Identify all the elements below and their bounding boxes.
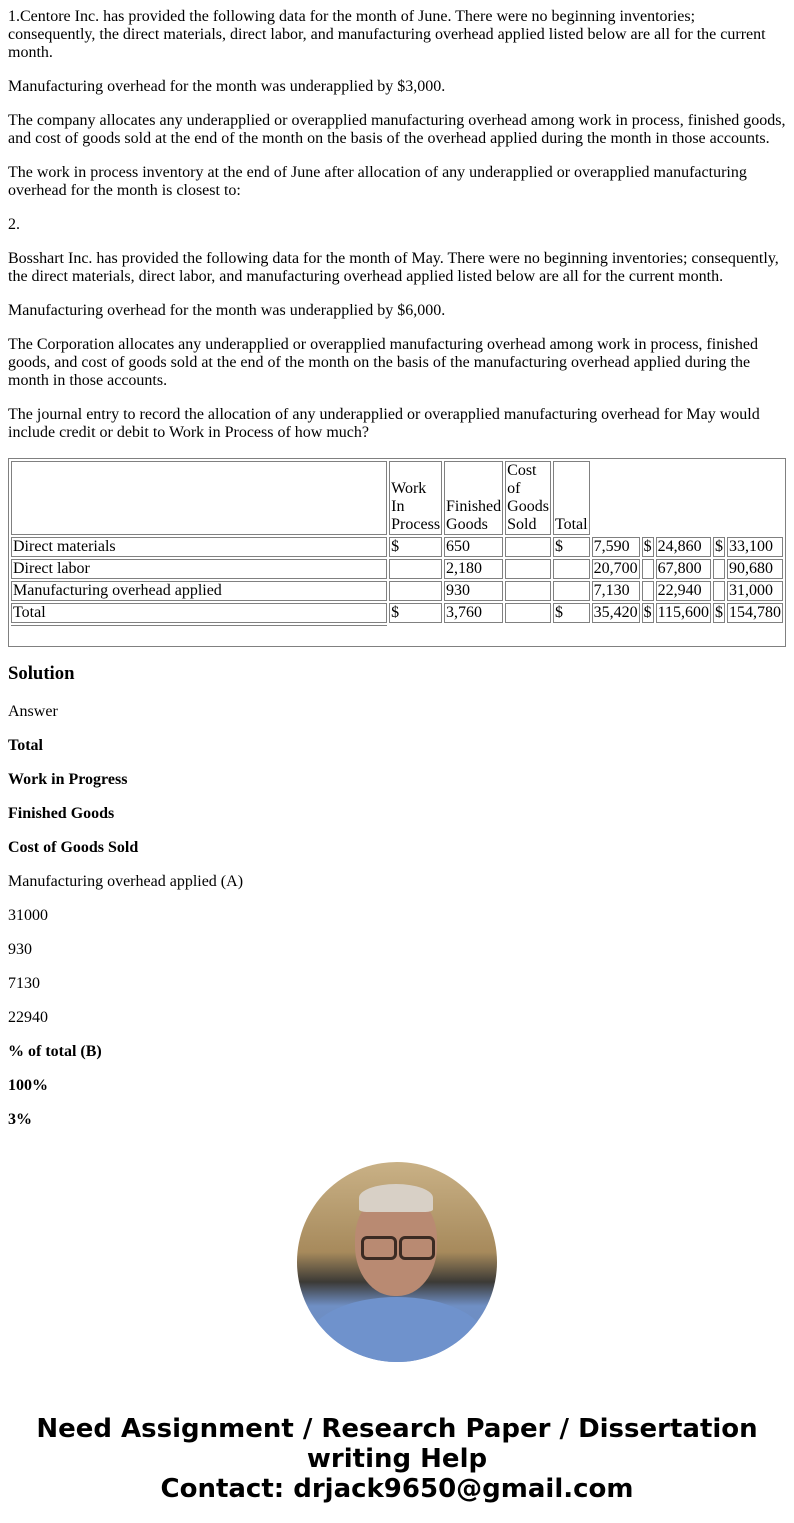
wip-label: Work in Progress bbox=[8, 771, 128, 788]
cell: 2,180 bbox=[444, 559, 503, 579]
cell bbox=[505, 581, 551, 601]
q1-question: The work in process inventory at the end of June after allocation of any underapplied or overapplied manufacturing overhead for the month is closest to: bbox=[8, 164, 747, 199]
row-label: Direct labor bbox=[11, 559, 387, 579]
cell: 67,800 bbox=[656, 559, 711, 579]
cell bbox=[553, 559, 590, 579]
cell: $ bbox=[553, 537, 590, 557]
moh-fg: 7130 bbox=[8, 975, 40, 992]
q2-allocation-policy: The Corporation allocates any underapplied or overapplied manufacturing overhead among work in process, finished goods, and cost of goods sold at the end of the month on the basis of the manufacturing overhead applied during the month in those accounts. bbox=[8, 336, 758, 389]
cell: 930 bbox=[444, 581, 503, 601]
cost-data-table bbox=[8, 458, 786, 647]
help-banner bbox=[0, 1414, 794, 1504]
cell bbox=[505, 603, 551, 623]
table-header-row bbox=[11, 461, 783, 535]
cell: 650 bbox=[444, 537, 503, 557]
moh-label: Manufacturing overhead applied (A) bbox=[8, 873, 244, 890]
cell: 154,780 bbox=[729, 604, 781, 621]
answer-label: Answer bbox=[8, 703, 58, 720]
cell: $ bbox=[715, 538, 723, 555]
fg-label: Finished Goods bbox=[8, 805, 115, 822]
cell: $ bbox=[389, 537, 442, 557]
cell: 7,590 bbox=[592, 537, 640, 557]
cell bbox=[389, 581, 442, 601]
q1-underapplied: Manufacturing overhead for the month was underapplied by $3,000. bbox=[8, 78, 446, 95]
pct-total: 100% bbox=[8, 1077, 48, 1094]
total-label: Total bbox=[8, 737, 43, 754]
row-label: Total bbox=[11, 603, 387, 623]
cell: 33,100 bbox=[727, 537, 783, 557]
header-total: Total bbox=[553, 461, 590, 535]
q1-intro: 1.Centore Inc. has provided the following data for the month of June. There were no beginning inventories; consequently, the direct materials, direct labor, and manufacturing overhead applied listed below are all for the current month. bbox=[8, 8, 766, 61]
banner-line-1: Need Assignment / Research Paper / Dissertation bbox=[36, 1414, 758, 1444]
cell: $ bbox=[389, 603, 442, 623]
table-row bbox=[11, 603, 783, 623]
pct-wip: 3% bbox=[8, 1111, 32, 1128]
header-work-in-process: Work In Process bbox=[389, 461, 442, 535]
row-label: Manufacturing overhead applied bbox=[11, 581, 387, 601]
cell: 7,130 bbox=[592, 581, 640, 601]
banner-line-2: writing Help bbox=[306, 1444, 488, 1474]
table-row bbox=[11, 581, 783, 601]
cell: 115,600 bbox=[657, 604, 709, 621]
cell bbox=[713, 559, 725, 579]
q2-question: The journal entry to record the allocation of any underapplied or overapplied manufacturing overhead for May would include credit or debit to Work in Process of how much? bbox=[8, 406, 760, 441]
header-cost-of-goods-sold: Cost of Goods Sold bbox=[507, 462, 549, 533]
moh-total: 31000 bbox=[8, 907, 48, 924]
cell: $ bbox=[553, 603, 590, 623]
row-label: Direct materials bbox=[11, 537, 387, 557]
cell bbox=[389, 559, 442, 579]
cell: $ bbox=[715, 604, 723, 621]
avatar-shirt bbox=[307, 1297, 487, 1362]
tutor-avatar bbox=[297, 1162, 497, 1362]
avatar-glasses-right bbox=[399, 1236, 435, 1260]
q1-allocation-policy: The company allocates any underapplied or overapplied manufacturing overhead among work in process, finished goods, and cost of goods sold at the end of the month on the basis of the overhead applied during the month in those accounts. bbox=[8, 112, 786, 147]
cell bbox=[642, 581, 654, 601]
q2-number: 2. bbox=[8, 216, 20, 233]
cell bbox=[713, 581, 725, 601]
moh-cogs: 22940 bbox=[8, 1009, 48, 1026]
solution-heading: Solution bbox=[8, 663, 75, 684]
table-underline-row bbox=[11, 625, 783, 644]
cell: 20,700 bbox=[593, 560, 638, 577]
header-finished-goods: Finished Goods bbox=[444, 461, 503, 535]
cell: 3,760 bbox=[444, 603, 503, 623]
cell: 24,860 bbox=[656, 537, 711, 557]
cell: 31,000 bbox=[727, 581, 783, 601]
avatar-hair bbox=[359, 1184, 433, 1212]
cell bbox=[553, 581, 590, 601]
cogs-label: Cost of Goods Sold bbox=[8, 839, 139, 856]
pct-label: % of total (B) bbox=[8, 1043, 102, 1060]
q2-intro: Bosshart Inc. has provided the following data for the month of May. There were no beginning inventories; consequently, the direct materials, direct labor, and manufacturing overhead applied listed below are all for the current month. bbox=[8, 250, 779, 285]
banner-contact: Contact: drjack9650@gmail.com bbox=[160, 1474, 634, 1504]
cell: 35,420 bbox=[593, 604, 638, 621]
table-row bbox=[11, 559, 783, 579]
q2-underapplied: Manufacturing overhead for the month was underapplied by $6,000. bbox=[8, 302, 446, 319]
total-underline bbox=[11, 625, 387, 644]
cell: $ bbox=[643, 538, 652, 555]
cell bbox=[505, 559, 551, 579]
table-row bbox=[11, 537, 783, 557]
cell: 22,940 bbox=[656, 581, 711, 601]
cell bbox=[642, 559, 654, 579]
cell: 90,680 bbox=[727, 559, 783, 579]
moh-wip: 930 bbox=[8, 941, 32, 958]
cell: $ bbox=[643, 604, 652, 621]
header-empty bbox=[11, 461, 387, 535]
cell bbox=[505, 537, 551, 557]
avatar-glasses-left bbox=[361, 1236, 397, 1260]
